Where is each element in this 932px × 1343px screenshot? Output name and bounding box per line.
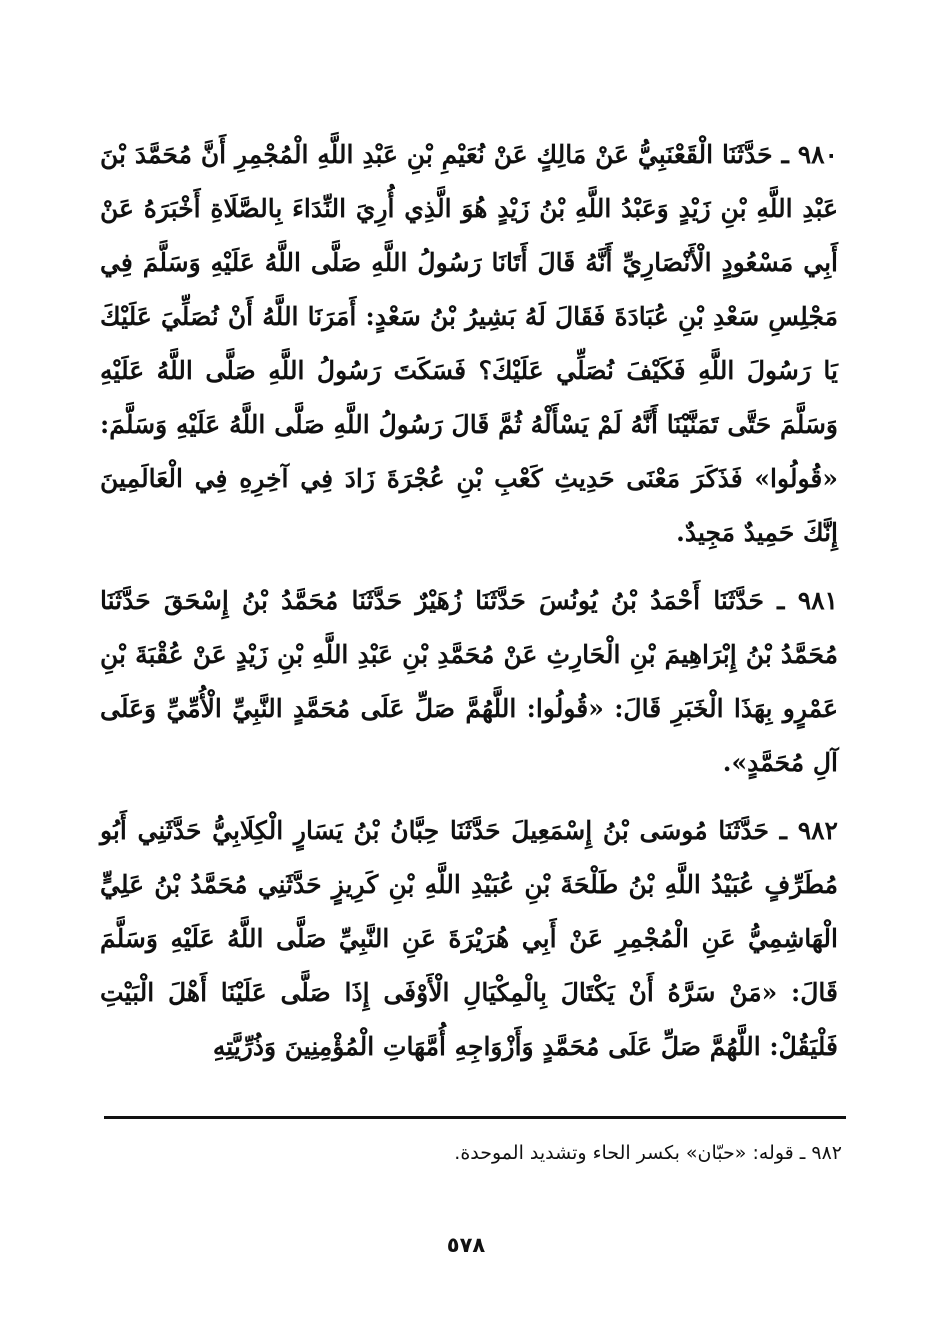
hadith-980: ٩٨٠ ـ حَدَّثَنَا الْقَعْنَبِيُّ عَنْ مَالِكٍ عَنْ نُعَيْمِ بْنِ عَبْدِ اللَّهِ الْمُجْمِرِ أَنَّ مُحَمَّدَ بْنَ عَبْدِ اللَّهِ بْنِ زَيْدٍ وَعَبْدُ اللَّهِ بْنُ زَيْدٍ هُوَ الَّذِي أُرِيَ النِّدَاءَ بِالصَّلَاةِ أَخْبَرَهُ عَنْ أَبِي مَسْعُودٍ الْأَنْصَارِيِّ أَنَّهُ قَالَ أَتَانَا رَسُولُ اللَّهِ صَلَّى اللَّهُ عَلَيْهِ وَسَلَّمَ فِي مَجْلِسِ سَعْدِ بْنِ عُبَادَةَ فَقَالَ لَهُ بَشِيرُ بْنُ سَعْدٍ: أَمَرَنَا اللَّهُ أَنْ نُصَلِّيَ عَلَيْكَ يَا رَسُولَ اللَّهِ فَكَيْفَ نُصَلِّي عَلَيْكَ؟ فَسَكَتَ رَسُولُ اللَّهِ صَلَّى اللَّهُ عَلَيْهِ وَسَلَّمَ حَتَّى تَمَنَّيْنَا أَنَّهُ لَمْ يَسْأَلْهُ ثُمَّ قَالَ رَسُولُ اللَّهِ صَلَّى اللَّهُ عَلَيْهِ وَسَلَّمَ: «قُولُوا» فَذَكَرَ مَعْنَى حَدِيثِ كَعْبِ بْنِ عُجْرَةَ زَادَ فِي آخِرِهِ فِي الْعَالَمِينَ إِنَّكَ حَمِيدٌ مَجِيدٌ. xyxy=(100,140,838,547)
hadith-981: ٩٨١ ـ حَدَّثَنَا أَحْمَدُ بْنُ يُونُسَ حَدَّثَنَا زُهَيْرٌ حَدَّثَنَا مُحَمَّدُ بْنُ إِسْحَقَ حَدَّثَنَا مُحَمَّدُ بْنُ إِبْرَاهِيمَ بْنِ الْحَارِثِ عَنْ مُحَمَّدِ بْنِ عَبْدِ اللَّهِ بْنِ زَيْدٍ عَنْ عُقْبَةَ بْنِ عَمْرٍو بِهَذَا الْخَبَرِ قَالَ: «قُولُوا: اللَّهُمَّ صَلِّ عَلَى مُحَمَّدٍ النَّبِيِّ الْأُمِّيِّ وَعَلَى آلِ مُحَمَّدٍ». xyxy=(100,586,838,777)
footnote-divider xyxy=(104,1116,846,1119)
footnote: ٩٨٢ ـ قوله: «حبّان» بكسر الحاء وتشديد الموحدة. xyxy=(454,1142,842,1164)
page-number: ٥٧٨ xyxy=(446,1233,486,1257)
hadith-982: ٩٨٢ ـ حَدَّثَنَا مُوسَى بْنُ إِسْمَعِيلَ حَدَّثَنَا حِبَّانُ بْنُ يَسَارٍ الْكِلَابِيُّ حَدَّثَنِي أَبُو مُطَرِّفٍ عُبَيْدُ اللَّهِ بْنُ طَلْحَةَ بْنِ عُبَيْدِ اللَّهِ بْنِ كَرِيزٍ حَدَّثَنِي مُحَمَّدُ بْنُ عَلِيٍّ الْهَاشِمِيُّ عَنِ الْمُجْمِرِ عَنْ أَبِي هُرَيْرَةَ عَنِ النَّبِيِّ صَلَّى اللَّهُ عَلَيْهِ وَسَلَّمَ قَالَ: «مَنْ سَرَّهُ أَنْ يَكْتَالَ بِالْمِكْيَالِ الْأَوْفَى إِذَا صَلَّى عَلَيْنَا أَهْلَ الْبَيْتِ فَلْيَقُلْ: اللَّهُمَّ صَلِّ عَلَى مُحَمَّدٍ وَأَزْوَاجِهِ أُمَّهَاتِ الْمُؤْمِنِينَ وَذُرِّيَّتِهِ xyxy=(100,816,838,1061)
main-text-body xyxy=(100,128,838,1088)
